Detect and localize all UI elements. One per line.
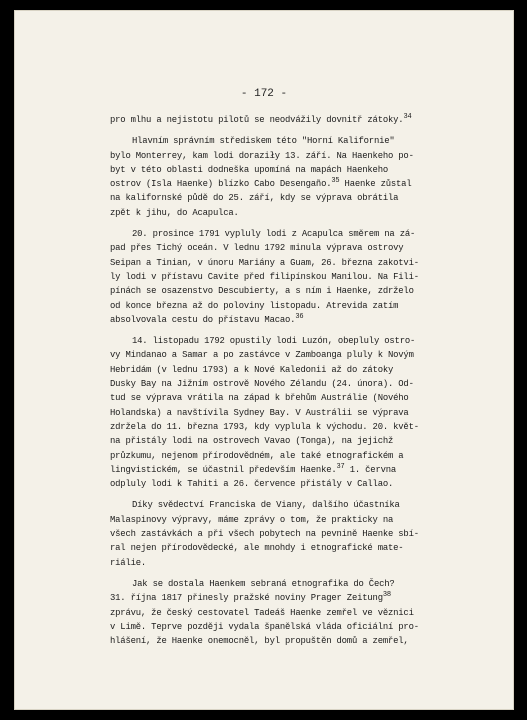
text-line	[110, 241, 470, 255]
text-line	[110, 348, 470, 362]
footnote-marker: 34	[403, 113, 412, 121]
text-line	[110, 270, 470, 284]
line-text: zpět k jihu, do Acapulca.	[110, 207, 239, 218]
line-text: Holandska) a navštívila Sydney Bay. V Austrálii se výprava	[110, 407, 409, 418]
text-line	[110, 227, 470, 241]
line-text: byt v této oblasti dodneška upomíná na mapách Haenkeho	[110, 164, 388, 175]
line-text: vy Mindanao a Samar a po zastávce v Zamboanga pluly k Novým	[110, 350, 414, 361]
line-text: v Limě. Teprve později vydala španělská vláda oficiální pro-	[110, 621, 419, 632]
text-line	[110, 527, 470, 541]
text-line	[110, 498, 470, 512]
text-line	[110, 541, 470, 555]
text-line	[110, 334, 470, 348]
line-text: ly lodi v přístavu Cavite před filipínskou Manilou. Na Fili-	[110, 271, 419, 282]
paragraph	[110, 113, 470, 127]
text-line	[110, 449, 470, 463]
text-line	[110, 191, 470, 205]
text-line	[110, 149, 470, 163]
text-line	[110, 377, 470, 391]
line-text: Dusky Bay na Jižním ostrově Nového Zélandu (24. února). Od-	[110, 379, 414, 390]
text-line	[110, 313, 470, 327]
text-line	[110, 606, 470, 620]
paragraph	[110, 498, 470, 569]
footnote-marker: 38	[382, 591, 391, 600]
line-text: tud se výprava vrátila na západ k břehům Austrálie (Nového	[110, 393, 409, 404]
text-line	[110, 556, 470, 570]
text-line	[110, 284, 470, 298]
text-line	[110, 591, 470, 605]
line-text: od konce března až do poloviny listopadu. Atrevida zatím	[110, 300, 399, 311]
text-line	[110, 363, 470, 377]
line-text: ostrov (Isla Haenke) blízko Cabo Desengaño.	[110, 179, 332, 190]
line-text: lingvistickém, se účastnil především Haenke.	[110, 464, 337, 475]
line-text: Hebridám (v lednu 1793) a k Nové Kaledonii až do zátoky	[110, 364, 394, 375]
text-line	[110, 420, 470, 434]
line-text: Hlavním správním střediskem této "Horní Kalifornie"	[132, 136, 395, 147]
line-text: 20. prosince 1791 vypluly lodi z Acapulca směrem na zá-	[132, 229, 416, 240]
line-text: odpluly lodi k Tahiti a 26. července přistály v Callao.	[110, 479, 394, 490]
text-line	[110, 163, 470, 177]
text-line	[110, 406, 470, 420]
footnote-marker: 35	[331, 177, 340, 186]
line-text: zdržela do 11. března 1793, kdy vyplula k východu. 20. květ-	[110, 421, 419, 432]
paragraph	[110, 134, 470, 220]
line-text: Díky svědectví Franciska de Viany, dalšího účastníka	[132, 500, 400, 511]
text-line	[110, 620, 470, 634]
text-line	[110, 134, 470, 148]
text-line	[110, 577, 470, 591]
document-page	[14, 10, 514, 710]
line-text: Seipan a Tinian, v únoru Mariány a Guam, 26. března zakotvi-	[110, 257, 419, 268]
line-text: pad přes Tichý oceán. V lednu 1792 minula výprava ostrovy	[110, 243, 404, 254]
line-text: ral nejen přírodovědecké, ale mnohdy i etnografické mate-	[110, 543, 404, 554]
line-text: na kalifornské půdě do 25. září, kdy se výprava obrátila	[110, 193, 399, 204]
page-number: - 172 -	[240, 88, 288, 100]
line-text: na přistály lodi na ostrovech Vavao (Tonga), na jejichž	[110, 436, 394, 447]
line-text: hlášení, že Haenke onemocněl, byl propuštěn domů a zemřel,	[110, 636, 409, 647]
text-line	[110, 391, 470, 405]
text-line	[110, 513, 470, 527]
line-text-continued: Haenke zůstal	[339, 179, 412, 190]
line-text: 31. října 1817 přinesly pražské noviny Prager Zeitung	[110, 593, 383, 604]
text-line	[110, 206, 470, 220]
line-text-continued: 1. června	[344, 464, 397, 475]
text-line	[110, 299, 470, 313]
text-line	[110, 256, 470, 270]
text-line	[110, 177, 470, 191]
document-body	[110, 113, 470, 655]
text-line	[110, 477, 470, 491]
line-text: zprávu, že český cestovatel Tadeáš Haenke zemřel ve věznici	[110, 607, 414, 618]
line-text: průzkumu, nejenom přírodovědném, ale také etnografickém a	[110, 450, 404, 461]
line-text: Jak se dostala Haenkem sebraná etnografika do Čech?	[132, 578, 395, 589]
text-line	[110, 463, 470, 477]
line-text: absolvovala cestu do přístavu Macao.	[110, 314, 296, 325]
footnote-marker: 37	[336, 462, 345, 471]
line-text: Malaspinovy výpravy, máme zprávy o tom, že prakticky na	[110, 514, 394, 525]
text-line	[110, 634, 470, 648]
text-line	[110, 113, 470, 127]
line-text: pínách se osazenstvo Descubierty, a s ním i Haenke, zdrželo	[110, 286, 414, 297]
line-text: riálie.	[110, 557, 147, 568]
line-text: všech zastávkách a při všech pobytech na pevnině Haenke sbí-	[110, 529, 419, 540]
text-line	[110, 434, 470, 448]
paragraph	[110, 227, 470, 327]
line-text: pro mlhu a nejistotu pilotů se neodvážily dovnitř zátoky.	[110, 115, 404, 125]
footnote-marker: 36	[295, 312, 304, 321]
paragraph	[110, 334, 470, 491]
line-text: 14. listopadu 1792 opustily lodi Luzón, obepluly ostro-	[132, 336, 416, 347]
line-text: bylo Monterrey, kam lodi doraziły 13. září. Na Haenkeho po-	[110, 150, 414, 161]
paragraph	[110, 577, 470, 648]
